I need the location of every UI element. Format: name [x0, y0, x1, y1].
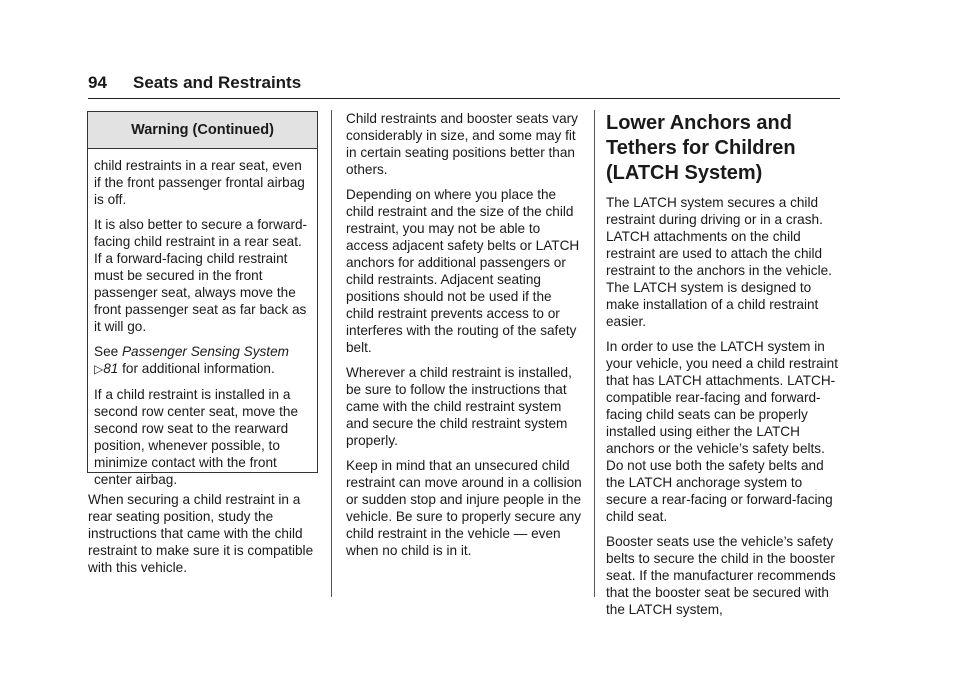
- column-1-text: [88, 491, 318, 584]
- xref-link-passenger-sensing-system[interactable]: Passenger Sensing System: [121, 344, 289, 359]
- warning-paragraph: child restraints in a rear seat, even if the front passenger frontal airbag is off.: [94, 158, 305, 207]
- column-3-text: [606, 111, 844, 626]
- page-header: [88, 70, 840, 99]
- section-heading: Lower Anchors and Tethers for Children (LATCH System): [606, 112, 796, 184]
- warning-paragraph: If a child restraint is installed in a second row center seat, move the second row seat to the rearward position, whenever possible, to minimize contact with the front center airbag.: [94, 387, 299, 487]
- column-2-text: [346, 110, 582, 567]
- body-paragraph: In order to use the LATCH system in your vehicle, you need a child restraint that has LATCH attachments. LATCH-compatible rear-facing and forward-facing child seats can be properly installed using either the LATCH anchors or the vehicle’s safety belts. Do not use both the safety belts and the LATCH anchorage system to secure a rear-facing or forward-facing child seat.: [606, 339, 838, 524]
- xref-prefix: See: [94, 344, 122, 359]
- column-divider: [594, 110, 595, 597]
- body-paragraph: The LATCH system secures a child restraint during driving or in a crash. LATCH attachments on the child restraint are used to attach the child restraint to the anchors in the vehicle. The LATCH system is designed to make installation of a child restraint easier.: [606, 195, 832, 329]
- warning-cross-reference: [94, 343, 311, 378]
- page-number: 94: [88, 73, 107, 92]
- warning-box: [87, 111, 318, 487]
- xref-page-number[interactable]: 81: [103, 361, 119, 376]
- warning-paragraph: It is also better to secure a forward-facing child restraint in a rear seat. If a forward-facing child restraint must be secured in the front passenger seat, always move the front passenger seat as far back as it will go.: [94, 217, 308, 334]
- body-paragraph: Wherever a child restraint is installed, be sure to follow the instructions that came with the child restraint system and secure the child restraint system properly.: [346, 365, 572, 448]
- warning-title: Warning (Continued): [88, 112, 317, 149]
- warning-body: [88, 149, 317, 488]
- body-paragraph: Depending on where you place the child restraint and the size of the child restraint, you may not be able to access adjacent safety belts or LATCH anchors for additional passengers or child restraints. Adjacent seating positions should not be used if the child restraint prevents access to or interferes with the routing of the safety belt.: [346, 187, 580, 355]
- body-paragraph: Child restraints and booster seats vary considerably in size, and some may fit in certain seating positions better than others.: [346, 111, 578, 177]
- body-paragraph: Keep in mind that an unsecured child restraint can move around in a collision or sudden stop and injure people in the vehicle. Be sure to properly secure any child restraint in the vehicle — even when no child is in it.: [346, 458, 582, 558]
- xref-suffix: for additional information.: [118, 361, 275, 376]
- section-title: Seats and Restraints: [133, 73, 302, 92]
- column-divider: [331, 110, 332, 597]
- page-reference-icon: ▷: [94, 362, 104, 376]
- body-paragraph: Booster seats use the vehicle’s safety belts to secure the child in the booster seat. If the manufacturer recommends that the booster seat be secured with the LATCH system,: [606, 534, 836, 617]
- body-paragraph: When securing a child restraint in a rear seating position, study the instructions that came with the child restraint to make sure it is compatible with this vehicle.: [88, 492, 314, 575]
